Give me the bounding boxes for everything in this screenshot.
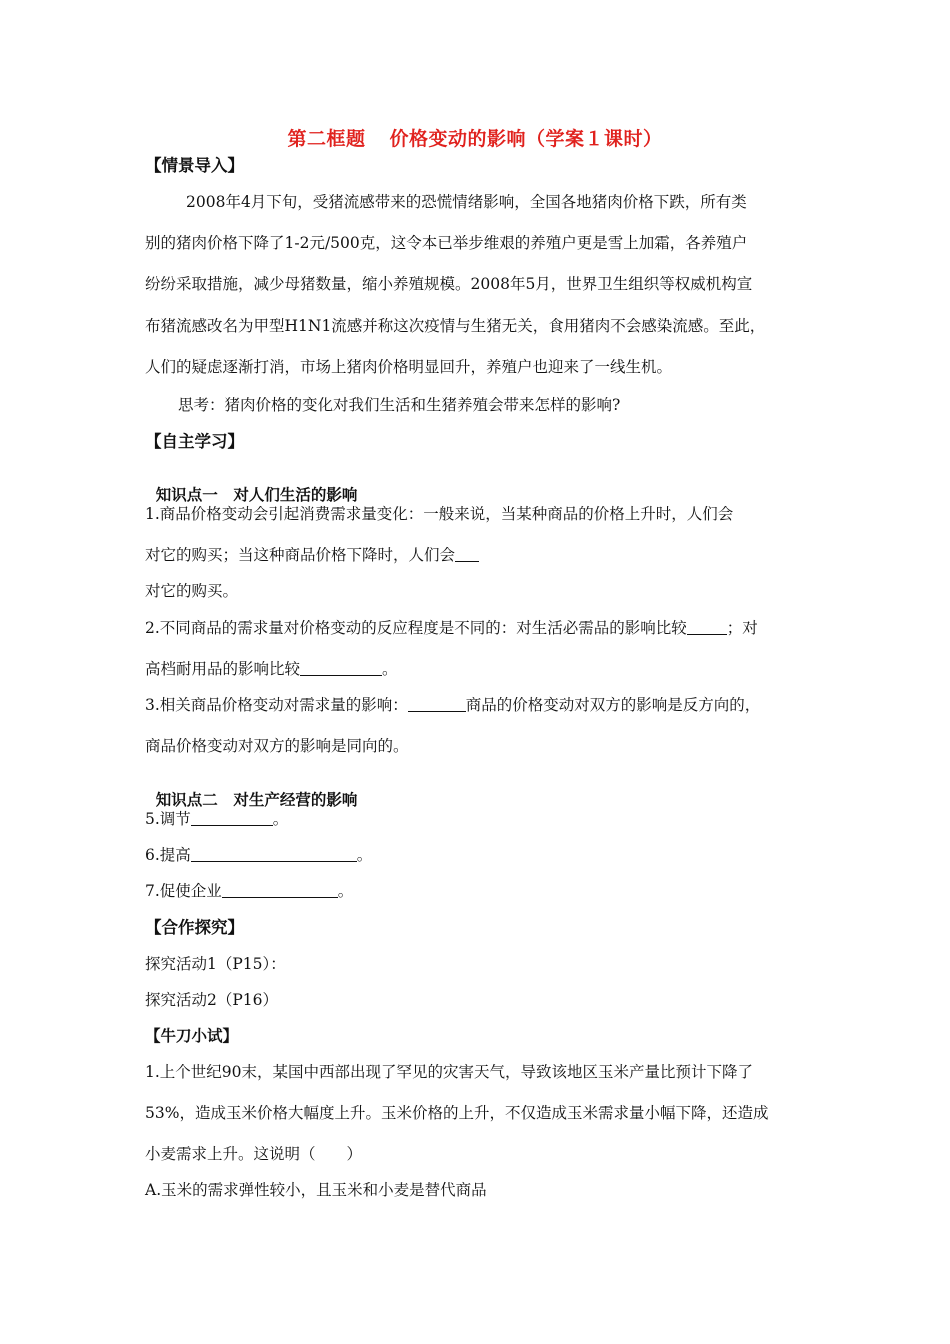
intro-line-3: 纷纷采取措施，减少母猪数量，缩小养殖规模。2008年5月，世界卫生组织等权威机构宣 [145,275,753,293]
q2-text-b: ；对 [726,619,758,637]
q2-line-1 [145,616,758,638]
p1-line-3: 小麦需求上升。这说明（ ） [145,1145,363,1163]
q2-line-2 [145,657,398,679]
q5-line [145,807,288,829]
section-cooperate-heading: 【合作探究】 [145,918,244,937]
intro-line-1: 2008年4月下旬，受猪流感带来的恐慌情绪影响，全国各地猪肉价格下跌，所有类 [186,193,747,211]
q3-blank-1[interactable] [408,697,466,712]
intro-line-5: 人们的疑虑逐渐打消，市场上猪肉价格明显回升，养殖户也迎来了一线生机。 [145,358,673,376]
intro-line-2: 别的猪肉价格下降了1-2元/500克，这令本已举步维艰的养殖户更是雪上加霜，各养殖户 [145,234,748,252]
q7-line [145,879,353,901]
kp1-title: 对人们生活的影响 [233,486,358,504]
kp2-number: 知识点二 [155,791,218,809]
intro-line-4: 布猪流感改名为甲型H1N1流感并称这次疫情与生猪无关，食用猪肉不会感染流感。至此， [145,317,766,335]
q7-blank[interactable] [222,883,338,898]
q3-line-1 [145,693,760,715]
q2-text-c: 高档耐用品的影响比较 [145,660,301,678]
q6-line [145,843,372,865]
q2-text-a: 2.不同商品的需求量对价格变动的反应程度是不同的：对生活必需品的影响比较 [145,619,687,637]
title-main: 第二框题 [287,128,366,150]
knowledge-point-1-heading [145,465,357,505]
kp1-number: 知识点一 [155,486,218,504]
p1-option-a: A.玉米的需求弹性较小，且玉米和小麦是替代商品 [145,1181,487,1199]
q6-text: 6.提高 [145,846,191,864]
q5-end: 。 [272,810,289,828]
q1-line-3: 对它的购买。 [145,582,239,600]
section-intro-heading: 【情景导入】 [145,156,244,175]
document-title [0,124,950,151]
q7-text: 7.促使企业 [145,882,222,900]
q1-line-1: 1.商品价格变动会引起消费需求量变化：一般来说，当某种商品的价格上升时，人们会 [145,505,734,523]
q6-end: 。 [356,846,373,864]
q5-blank[interactable] [191,811,273,826]
q3-line-2: 商品价格变动对双方的影响是同向的。 [145,737,409,755]
p1-line-2: 53%，造成玉米价格大幅度上升。玉米价格的上升，不仅造成玉米需求量小幅下降，还造成 [145,1104,769,1122]
q3-text-a: 3.相关商品价格变动对需求量的影响： [145,696,408,714]
kp2-title: 对生产经营的影响 [233,791,358,809]
q1-blank-1[interactable] [455,547,479,562]
title-sub: 价格变动的影响（学案１课时） [389,128,663,150]
section-self-study-heading: 【自主学习】 [145,432,244,451]
q5-text: 5.调节 [145,810,191,828]
q2-blank-1[interactable] [687,620,727,635]
p1-line-1: 1.上个世纪90末，某国中西部出现了罕见的灾害天气，导致该地区玉米产量比预计下降了 [145,1063,754,1081]
knowledge-point-2-heading [145,770,357,810]
think-question: 思考：猪肉价格的变化对我们生活和生猪养殖会带来怎样的影响? [178,396,621,414]
q3-text-b: 商品的价格变动对双方的影响是反方向的， [465,696,761,714]
q1-line-2-text: 对它的购买；当这种商品价格下降时，人们会 [145,546,456,564]
section-practice-heading: 【牛刀小试】 [145,1027,239,1045]
q7-end: 。 [337,882,354,900]
q1-line-2 [145,543,479,565]
q6-blank[interactable] [191,847,357,862]
q2-text-d: 。 [382,660,398,678]
activity-2: 探究活动2（P16） [145,991,279,1009]
q2-blank-2[interactable] [300,661,382,676]
activity-1: 探究活动1（P15）： [145,955,286,973]
